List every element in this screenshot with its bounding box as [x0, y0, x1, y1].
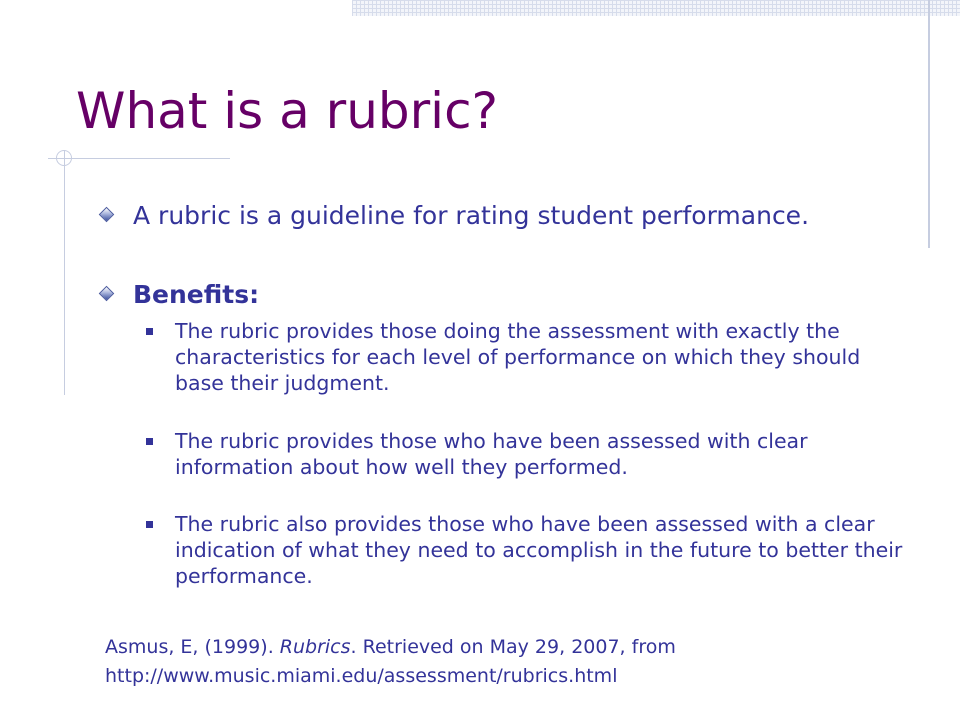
bullet-benefits — [103, 279, 923, 311]
decorative-circle — [56, 150, 72, 166]
sub-bullet-assessed-information — [146, 428, 906, 482]
reference-citation — [105, 633, 676, 661]
bullet-definition-text: A rubric is a guideline for rating student performance. — [133, 201, 810, 230]
decorative-grid — [352, 0, 960, 16]
square-bullet-icon — [146, 438, 153, 445]
reference-title: Rubrics — [279, 636, 351, 658]
reference-url[interactable]: http://www.music.miami.edu/assessment/rubrics.html — [105, 665, 618, 687]
decorative-horizontal-line — [48, 158, 230, 159]
bullet-benefits-text: Benefits: — [133, 280, 260, 309]
sub-bullet-future-improvement — [146, 511, 906, 591]
diamond-icon — [99, 207, 115, 223]
sub-bullet-assessed-information-text: The rubric provides those who have been assessed with clear information about how well they performed. — [175, 429, 808, 479]
reference-prefix: Asmus, E, (1999). — [105, 636, 280, 658]
sub-bullet-future-improvement-text: The rubric also provides those who have been assessed with a clear indication of what they need to accomplish in the future to better their performance. — [175, 512, 903, 588]
sub-bullet-assessors — [146, 318, 906, 398]
diamond-icon — [99, 286, 115, 302]
bullet-definition — [103, 200, 923, 232]
reference-suffix: . Retrieved on May 29, 2007, from — [350, 636, 676, 658]
square-bullet-icon — [146, 328, 153, 335]
decorative-vertical-line-left — [64, 150, 65, 395]
decorative-vertical-line-right — [928, 0, 930, 248]
square-bullet-icon — [146, 521, 153, 528]
sub-bullet-assessors-text: The rubric provides those doing the assessment with exactly the characteristics for each level of performance on which they should base their judgment. — [175, 319, 861, 395]
slide-title: What is a rubric? — [76, 82, 499, 140]
